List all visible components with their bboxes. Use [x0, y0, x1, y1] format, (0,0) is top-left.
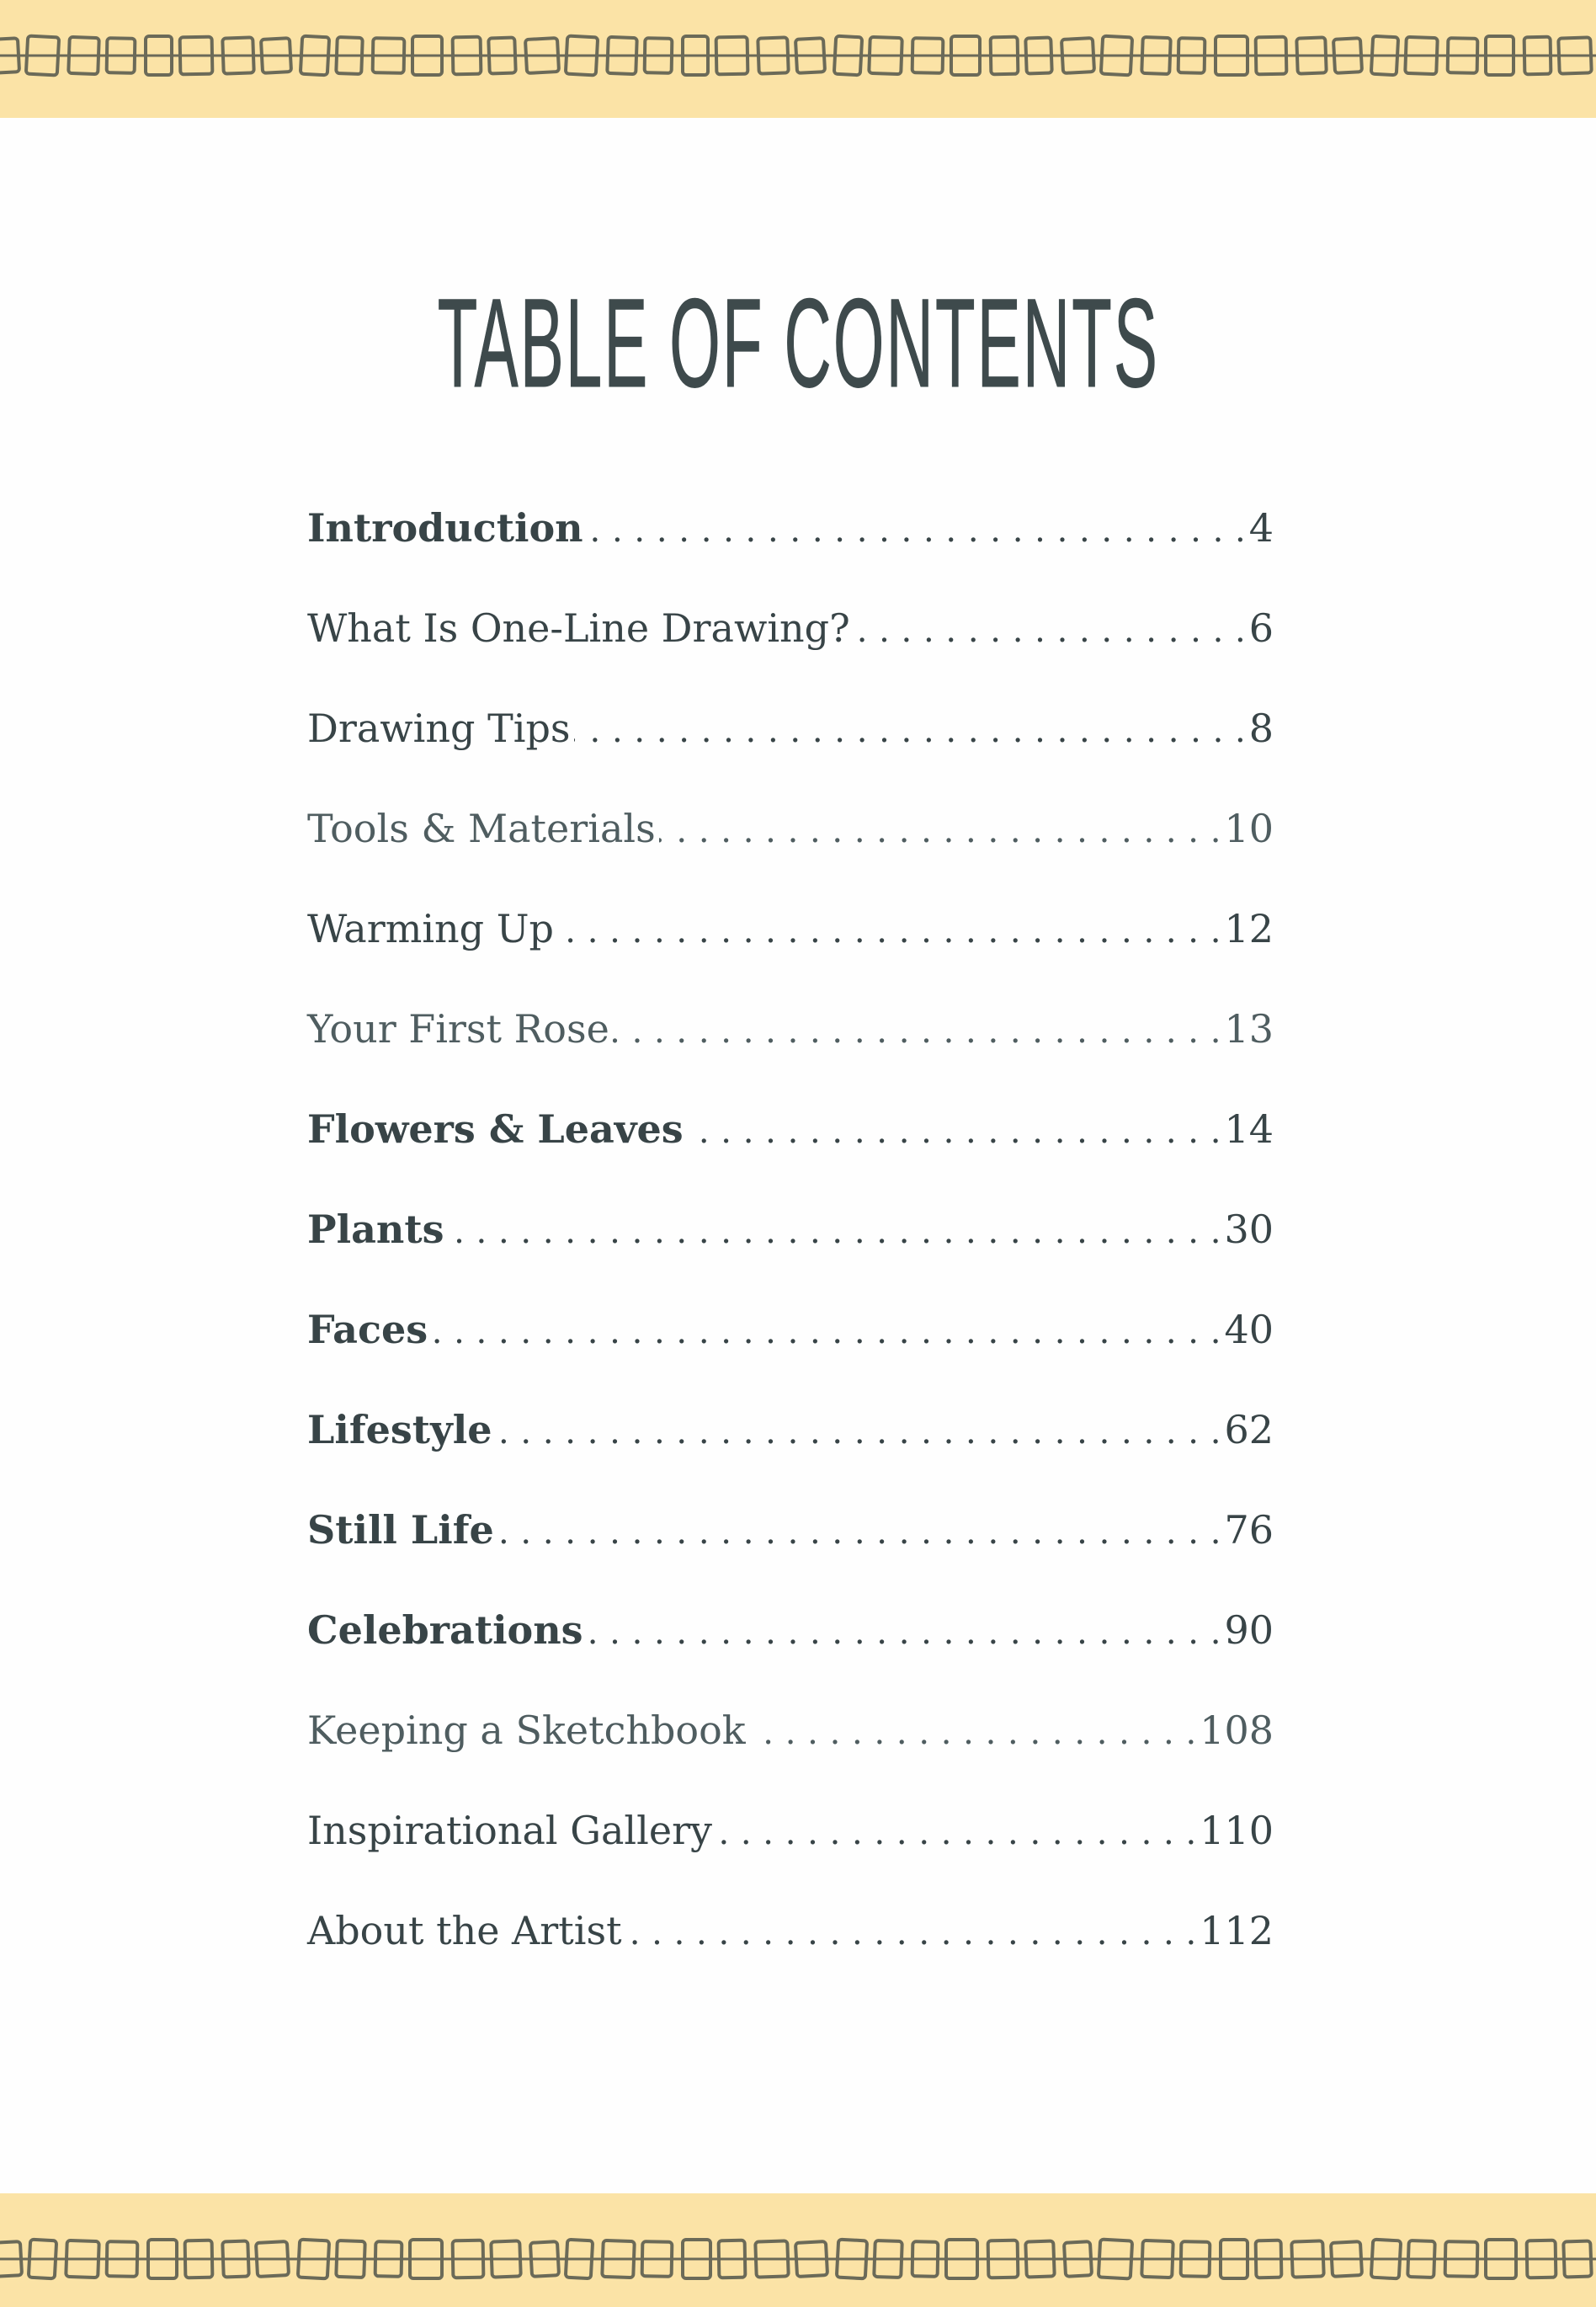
toc-entry-page: 14: [1224, 1106, 1274, 1152]
toc-entry: [307, 1507, 1274, 1607]
toc-entry-page: 62: [1224, 1407, 1274, 1452]
toc-entry: [307, 1808, 1274, 1908]
toc-entry: [307, 1106, 1274, 1207]
toc-entry-page: 108: [1200, 1708, 1274, 1753]
square-chain-ornament: [0, 2235, 1596, 2286]
toc-entry-page: 90: [1224, 1607, 1274, 1653]
toc-entry-page: 6: [1248, 605, 1274, 651]
toc-entry-title: Tools & Materials: [307, 806, 656, 851]
toc-entry-page: 76: [1224, 1507, 1274, 1553]
toc-entry: [307, 1407, 1274, 1507]
dot-leader: [854, 611, 1246, 650]
toc-entry: [307, 906, 1274, 1006]
dot-leader: [659, 812, 1221, 850]
toc-entry-page: 10: [1224, 806, 1274, 851]
dot-leader: [749, 1713, 1197, 1752]
dot-leader: [557, 912, 1221, 951]
dot-leader: [431, 1313, 1221, 1351]
toc-entry-title: Celebrations: [307, 1607, 583, 1653]
dot-leader: [587, 511, 1246, 550]
toc-entry-title: Faces: [307, 1307, 428, 1352]
toc-entry-title: Warming Up: [307, 906, 554, 951]
toc-entry: [307, 605, 1274, 706]
dot-leader: [496, 1413, 1221, 1452]
toc-entry-page: 40: [1224, 1307, 1274, 1352]
toc-entry-page: 112: [1200, 1908, 1274, 1953]
toc-entry-page: 8: [1248, 706, 1274, 751]
toc-entry: [307, 1607, 1274, 1708]
toc-entry-page: 30: [1224, 1207, 1274, 1252]
table-of-contents: [307, 505, 1274, 2008]
toc-entry-title: Lifestyle: [307, 1407, 492, 1452]
dot-leader: [497, 1513, 1221, 1552]
dot-leader: [687, 1112, 1221, 1151]
toc-entry-title: Flowers & Leaves: [307, 1106, 684, 1152]
toc-entry: [307, 1207, 1274, 1307]
dot-leader: [613, 1012, 1221, 1051]
toc-entry-title: Your First Rose: [307, 1006, 609, 1052]
dot-leader: [587, 1613, 1221, 1652]
dot-leader: [447, 1212, 1221, 1251]
toc-entry-title: Keeping a Sketchbook: [307, 1708, 746, 1753]
dot-leader: [574, 711, 1246, 750]
dot-leader: [716, 1814, 1196, 1852]
toc-entry: [307, 706, 1274, 806]
toc-entry-title: Inspirational Gallery: [307, 1808, 713, 1853]
toc-entry: [307, 1908, 1274, 2008]
toc-entry-title: Drawing Tips: [307, 706, 571, 751]
toc-entry-title: About the Artist: [307, 1908, 622, 1953]
toc-entry: [307, 806, 1274, 906]
toc-entry-page: 4: [1248, 505, 1274, 551]
page-title: TABLE OF CONTENTS: [437, 272, 1159, 414]
bottom-decorative-border: [0, 2193, 1596, 2307]
toc-entry-title: Plants: [307, 1207, 444, 1252]
dot-leader: [625, 1914, 1197, 1953]
toc-entry: [307, 1708, 1274, 1808]
toc-entry: [307, 1006, 1274, 1106]
toc-entry-page: 13: [1224, 1006, 1274, 1052]
toc-entry: [307, 505, 1274, 605]
toc-entry: [307, 1307, 1274, 1407]
square-chain-ornament: [0, 32, 1596, 83]
toc-entry-title: What Is One-Line Drawing?: [307, 605, 850, 651]
toc-entry-page: 12: [1224, 906, 1274, 951]
top-decorative-border: [0, 0, 1596, 118]
toc-entry-title: Still Life: [307, 1507, 494, 1553]
toc-entry-title: Introduction: [307, 505, 583, 551]
toc-entry-page: 110: [1200, 1808, 1274, 1853]
